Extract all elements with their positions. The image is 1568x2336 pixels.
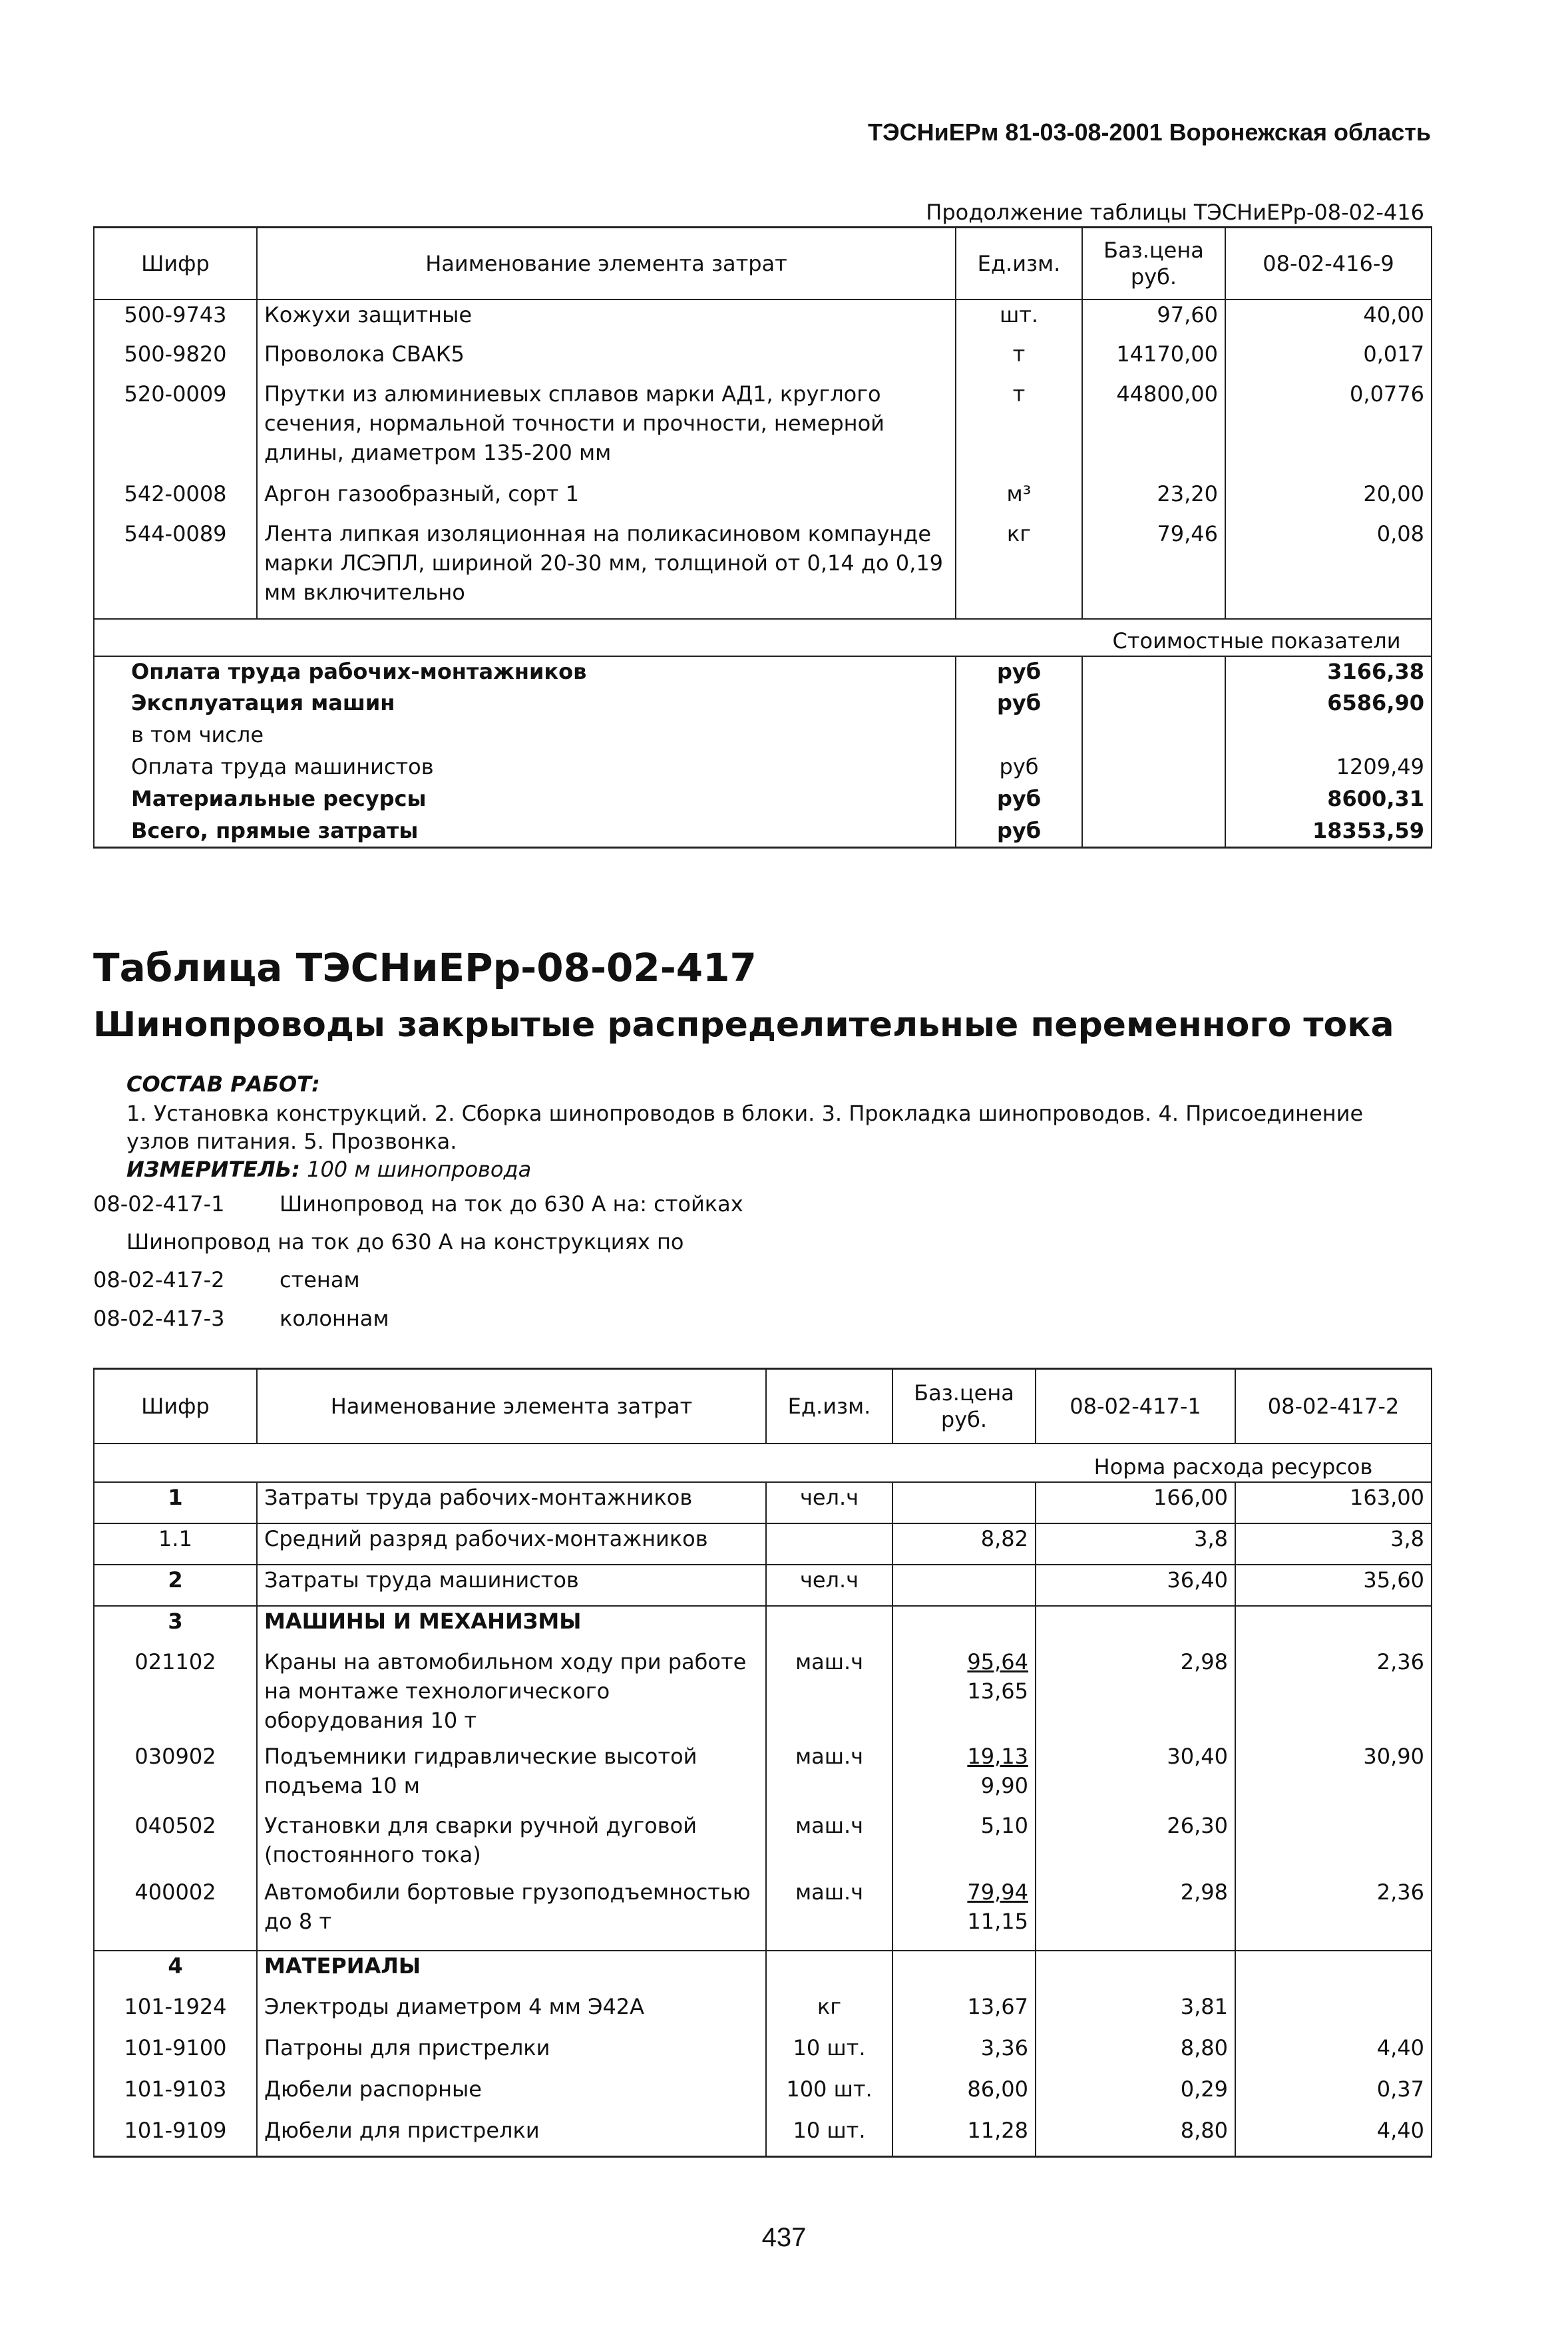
row-code: 101-9103 [94,2074,257,2116]
cost-name: Эксплуатация машин [94,688,956,720]
row-value-2 [1235,1992,1432,2033]
row-price [892,1742,1036,1811]
item-code: 08-02-417-1 [93,1191,225,1217]
cost-value: 3166,38 [1225,656,1432,688]
cost-unit [956,720,1082,752]
cost-unit: руб [956,656,1082,688]
row-name: Прутки из алюминиевых сплавов марки АД1, круглого сечения, нормальной точности и прочности, немерной длины, диаметром 135-200 мм [257,379,956,479]
row-code: 400002 [94,1877,257,1951]
meter-line [126,1157,531,1182]
row-value-2: 3,8 [1235,1523,1432,1565]
item-text: колоннам [280,1306,389,1331]
row-name: Подъемники гидравлические высотой подъема 10 м [257,1742,766,1811]
col-header-code: Шифр [94,1369,257,1444]
row-code: 520-0009 [94,379,257,479]
section-row [94,1606,1432,1647]
row-code: 500-9743 [94,299,257,339]
row-name: Проволока СВАК5 [257,339,956,379]
table-title: Таблица ТЭСНиЕРр-08-02-417 [93,945,757,990]
row-value-1: 3,8 [1036,1523,1235,1565]
row-price: 11,28 [892,2116,1036,2157]
row-unit: чел.ч [766,1565,892,1606]
item-text: Шинопровод на ток до 630 А на: стойках [280,1191,743,1217]
cost-header-row [94,619,1432,656]
row-code: 1 [94,1482,257,1523]
row-name: Дюбели для пристрелки [257,2116,766,2157]
table-row [94,339,1432,379]
item-code: 08-02-417-3 [93,1306,225,1331]
row-value-2: 0,37 [1235,2074,1432,2116]
row-unit: шт. [956,299,1082,339]
cost-row [94,752,1432,784]
row-value-2: 2,36 [1235,1877,1432,1951]
table-row [94,519,1432,619]
row-code: 1.1 [94,1523,257,1565]
row-price [892,1565,1036,1606]
row-value-1: 26,30 [1036,1811,1235,1877]
cost-value: 1209,49 [1225,752,1432,784]
row-value-1: 3,81 [1036,1992,1235,2033]
cost-row [94,816,1432,848]
col-header-value-1: 08-02-417-1 [1036,1369,1235,1444]
row-code: 542-0008 [94,479,257,519]
cost-value: 18353,59 [1225,816,1432,848]
table-row [94,2074,1432,2116]
row-code: 021102 [94,1647,257,1742]
price-operator-wage: 11,15 [967,1908,1028,1934]
row-unit: кг [766,1992,892,2033]
row-unit: чел.ч [766,1482,892,1523]
row-unit: кг [956,519,1082,619]
table-row [94,1523,1432,1565]
row-unit: 10 шт. [766,2116,892,2157]
cost-unit: руб [956,752,1082,784]
cost-value: 6586,90 [1225,688,1432,720]
row-price: 3,36 [892,2033,1036,2074]
row-value-1: 8,80 [1036,2116,1235,2157]
row-value-1: 2,98 [1036,1647,1235,1742]
col-header-code: Шифр [94,228,257,299]
row-value-2: 2,36 [1235,1647,1432,1742]
works-label: СОСТАВ РАБОТ: [126,1071,320,1097]
col-header-name: Наименование элемента затрат [257,228,956,299]
row-price: 5,10 [892,1811,1036,1877]
row-name: Аргон газообразный, сорт 1 [257,479,956,519]
resource-table-416 [93,226,1432,849]
row-unit: 100 шт. [766,2074,892,2116]
row-value-1: 166,00 [1036,1482,1235,1523]
row-value: 20,00 [1225,479,1432,519]
row-unit: маш.ч [766,1647,892,1742]
row-unit: т [956,379,1082,479]
row-unit: м³ [956,479,1082,519]
row-value: 40,00 [1225,299,1432,339]
table-row [94,1482,1432,1523]
cost-unit: руб [956,816,1082,848]
section-number: 4 [94,1951,257,1992]
cost-row [94,688,1432,720]
table-row [94,299,1432,339]
row-price [892,1647,1036,1742]
row-name: Затраты труда машинистов [257,1565,766,1606]
cost-name: Оплата труда машинистов [94,752,956,784]
resource-table-417 [93,1368,1432,2158]
row-value-1: 8,80 [1036,2033,1235,2074]
cost-value: 8600,31 [1225,784,1432,816]
table-row [94,1647,1432,1742]
row-price: 97,60 [1082,299,1225,339]
row-value-2: 35,60 [1235,1565,1432,1606]
cost-name: Материальные ресурсы [94,784,956,816]
row-unit [766,1523,892,1565]
table-header-row [94,1369,1432,1444]
row-price: 44800,00 [1082,379,1225,479]
row-price: 79,46 [1082,519,1225,619]
row-code: 500-9820 [94,339,257,379]
col-header-value: 08-02-416-9 [1225,228,1432,299]
cost-unit: руб [956,688,1082,720]
row-name: Средний разряд рабочих-монтажников [257,1523,766,1565]
row-unit: маш.ч [766,1811,892,1877]
section-name: МАШИНЫ И МЕХАНИЗМЫ [257,1606,766,1647]
table-row [94,1811,1432,1877]
row-unit: т [956,339,1082,379]
row-value-2: 30,90 [1235,1742,1432,1811]
table-row [94,2116,1432,2157]
row-value-1: 0,29 [1036,2074,1235,2116]
col-header-price: Баз.цена руб. [892,1369,1036,1444]
cost-name: Оплата труда рабочих-монтажников [94,656,956,688]
price-value: 79,94 [967,1879,1028,1905]
cost-name: Всего, прямые затраты [94,816,956,848]
row-name: Электроды диаметром 4 мм Э42А [257,1992,766,2033]
row-price: 13,67 [892,1992,1036,2033]
col-header-name: Наименование элемента затрат [257,1369,766,1444]
row-value: 0,0776 [1225,379,1432,479]
row-value-1: 2,98 [1036,1877,1235,1951]
row-unit: 10 шт. [766,2033,892,2074]
row-name: Затраты труда рабочих-монтажников [257,1482,766,1523]
row-name: Дюбели распорные [257,2074,766,2116]
item-code: 08-02-417-2 [93,1267,225,1292]
section-number: 3 [94,1606,257,1647]
row-code: 040502 [94,1811,257,1877]
row-unit: маш.ч [766,1742,892,1811]
row-unit: маш.ч [766,1877,892,1951]
works-text-line-2: узлов питания. 5. Прозвонка. [126,1129,457,1154]
price-operator-wage: 9,90 [980,1772,1028,1798]
row-value: 0,017 [1225,339,1432,379]
item-text: стенам [280,1267,360,1292]
table-row [94,379,1432,479]
col-header-unit: Ед.изм. [766,1369,892,1444]
cost-header: Стоимостные показатели [1082,619,1432,656]
table-row [94,479,1432,519]
table-row [94,1742,1432,1811]
row-value-1: 30,40 [1036,1742,1235,1811]
norm-header: Норма расхода ресурсов [1036,1444,1432,1482]
cost-value [1225,720,1432,752]
section-name: МАТЕРИАЛЫ [257,1951,766,1992]
cost-row [94,784,1432,816]
row-code: 101-1924 [94,1992,257,2033]
row-price: 23,20 [1082,479,1225,519]
works-text-line-1: 1. Установка конструкций. 2. Сборка шинопроводов в блоки. 3. Прокладка шинопроводов. 4. Присоединение [126,1101,1364,1126]
item-text: Шинопровод на ток до 630 А на конструкциях по [126,1229,684,1255]
table-row [94,2033,1432,2074]
table-row [94,1565,1432,1606]
meter-value: 100 м шинопровода [307,1157,532,1182]
col-header-price: Баз.цена руб. [1082,228,1225,299]
table-continuation-label: Продолжение таблицы ТЭСНиЕРр-08-02-416 [926,200,1424,225]
col-header-unit: Ед.изм. [956,228,1082,299]
row-price: 8,82 [892,1523,1036,1565]
row-code: 030902 [94,1742,257,1811]
price-value: 95,64 [967,1649,1028,1674]
row-value-1: 36,40 [1036,1565,1235,1606]
price-operator-wage: 13,65 [967,1678,1028,1704]
row-name: Установки для сварки ручной дуговой (постоянного тока) [257,1811,766,1877]
cost-row [94,656,1432,688]
cost-unit: руб [956,784,1082,816]
row-value-2: 4,40 [1235,2033,1432,2074]
row-name: Патроны для пристрелки [257,2033,766,2074]
row-code: 544-0089 [94,519,257,619]
cost-name: в том числе [94,720,956,752]
page-header: ТЭСНиЕРм 81-03-08-2001 Воронежская область [868,118,1431,146]
row-value-2: 4,40 [1235,2116,1432,2157]
col-header-value-2: 08-02-417-2 [1235,1369,1432,1444]
row-code: 101-9100 [94,2033,257,2074]
norm-header-row [94,1444,1432,1482]
row-name: Автомобили бортовые грузоподъемностью до 8 т [257,1877,766,1951]
table-subtitle: Шинопроводы закрытые распределительные переменного тока [93,1005,1394,1045]
row-name: Лента липкая изоляционная на поликасиновом компаунде марки ЛСЭПЛ, шириной 20-30 мм, толщиной от 0,14 до 0,19 мм включительно [257,519,956,619]
row-price [892,1877,1036,1951]
row-value-2 [1235,1811,1432,1877]
page-number: 437 [761,2223,807,2252]
row-code: 2 [94,1565,257,1606]
row-code: 101-9109 [94,2116,257,2157]
row-value-2: 163,00 [1235,1482,1432,1523]
meter-label: ИЗМЕРИТЕЛЬ: [126,1157,300,1182]
table-header-row [94,228,1432,299]
cost-row [94,720,1432,752]
row-name: Кожухи защитные [257,299,956,339]
row-price [892,1482,1036,1523]
row-price: 14170,00 [1082,339,1225,379]
row-price: 86,00 [892,2074,1036,2116]
row-value: 0,08 [1225,519,1432,619]
section-row [94,1951,1432,1992]
table-row [94,1877,1432,1951]
row-name: Краны на автомобильном ходу при работе на монтаже технологического оборудования 10 т [257,1647,766,1742]
price-value: 19,13 [967,1743,1028,1769]
table-row [94,1992,1432,2033]
